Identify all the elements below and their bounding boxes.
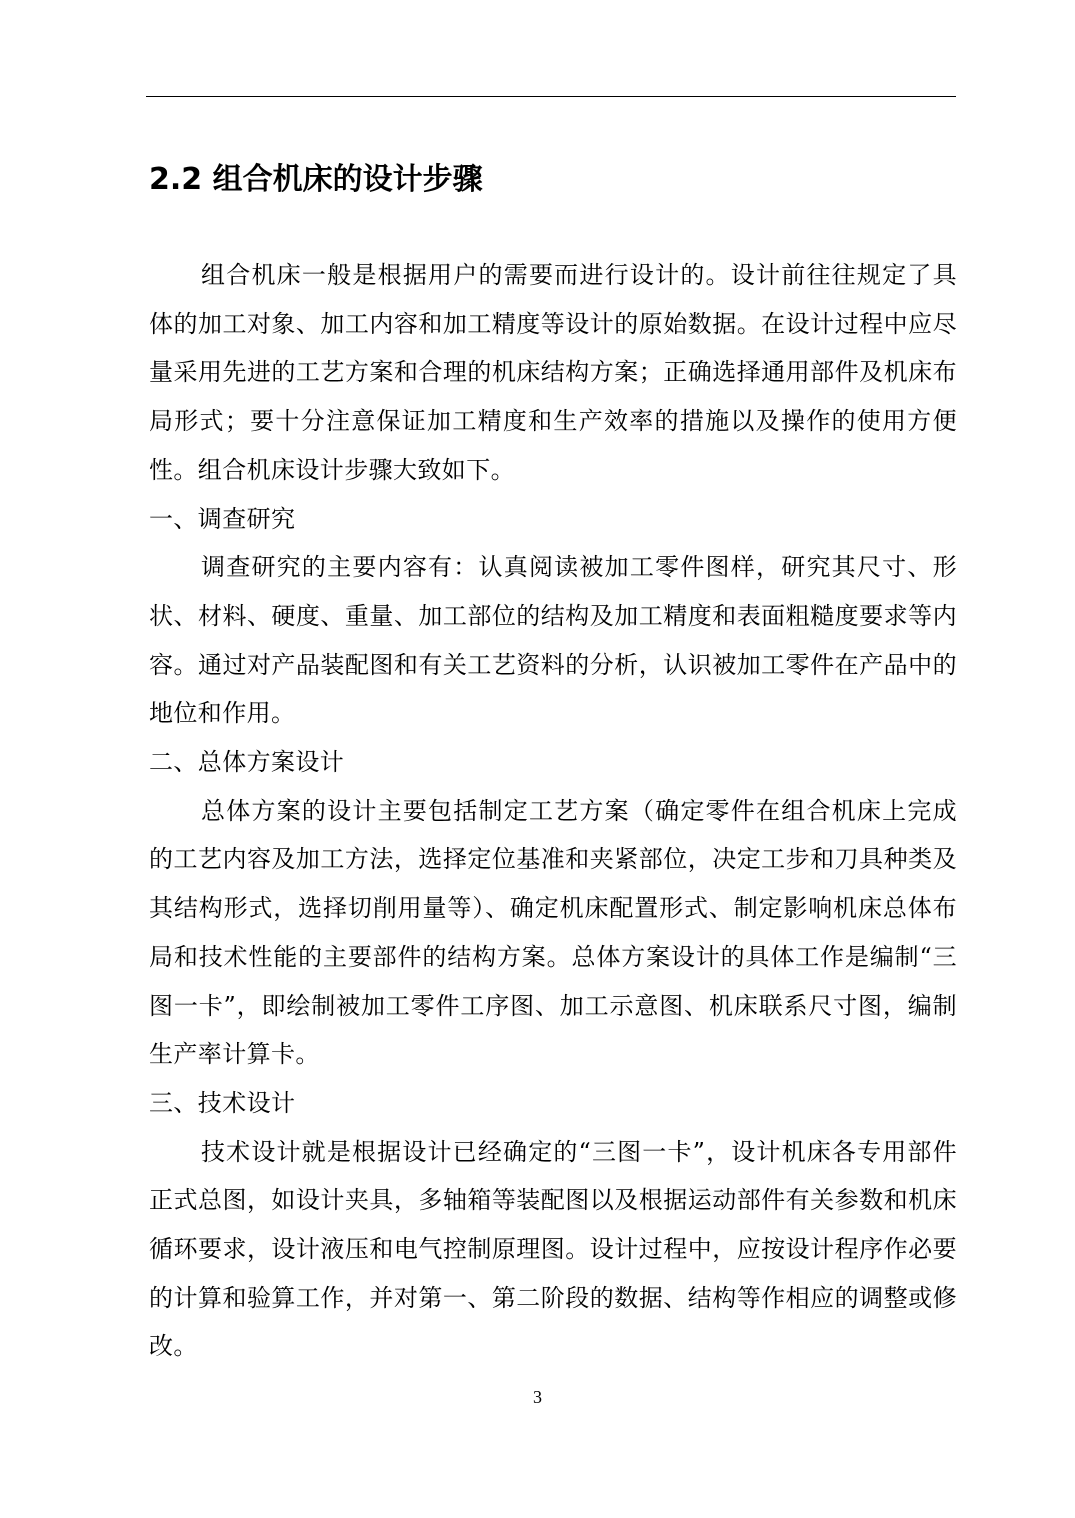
step-heading-overall-design: 二、总体方案设计 xyxy=(149,748,345,777)
section-title: 2.2 组合机床的设计步骤 xyxy=(149,162,483,197)
step-paragraph-technical-design: 技术设计就是根据设计已经确定的“三图一卡”，设计机床各专用部件正式总图，如设计夹具，多轴箱等装配图以及根据运动部件有关参数和机床循环要求，设计液压和电气控制原理图。设计过程中，应按设计程序作必要的计算和验算工作，并对第一、第二阶段的数据、结构等作相应的调整或修改。 xyxy=(149,1137,957,1361)
header-rule xyxy=(146,96,956,97)
step-heading-survey: 一、调查研究 xyxy=(149,504,296,533)
body-text xyxy=(149,251,957,1371)
step-paragraph-overall-design: 总体方案的设计主要包括制定工艺方案（确定零件在组合机床上完成的工艺内容及加工方法，选择定位基准和夹紧部位，决定工步和刀具种类及其结构形式，选择切削用量等）、确定机床配置形式、制定影响机床总体布局和技术性能的主要部件的结构方案。总体方案设计的具体工作是编制“三图一卡”，即绘制被加工零件工序图、加工示意图、机床联系尺寸图，编制生产率计算卡。 xyxy=(149,796,957,1069)
step-heading-technical-design: 三、技术设计 xyxy=(149,1088,296,1117)
intro-paragraph: 组合机床一般是根据用户的需要而进行设计的。设计前往往规定了具体的加工对象、加工内容和加工精度等设计的原始数据。在设计过程中应尽量采用先进的工艺方案和合理的机床结构方案；正确选择通用部件及机床布局形式；要十分注意保证加工精度和生产效率的措施以及操作的使用方便性。组合机床设计步骤大致如下。 xyxy=(149,261,957,484)
page-number: 3 xyxy=(533,1387,542,1407)
step-paragraph-survey: 调查研究的主要内容有：认真阅读被加工零件图样，研究其尺寸、形状、材料、硬度、重量、加工部位的结构及加工精度和表面粗糙度要求等内容。通过对产品装配图和有关工艺资料的分析，认识被加工零件在产品中的地位和作用。 xyxy=(149,553,957,728)
